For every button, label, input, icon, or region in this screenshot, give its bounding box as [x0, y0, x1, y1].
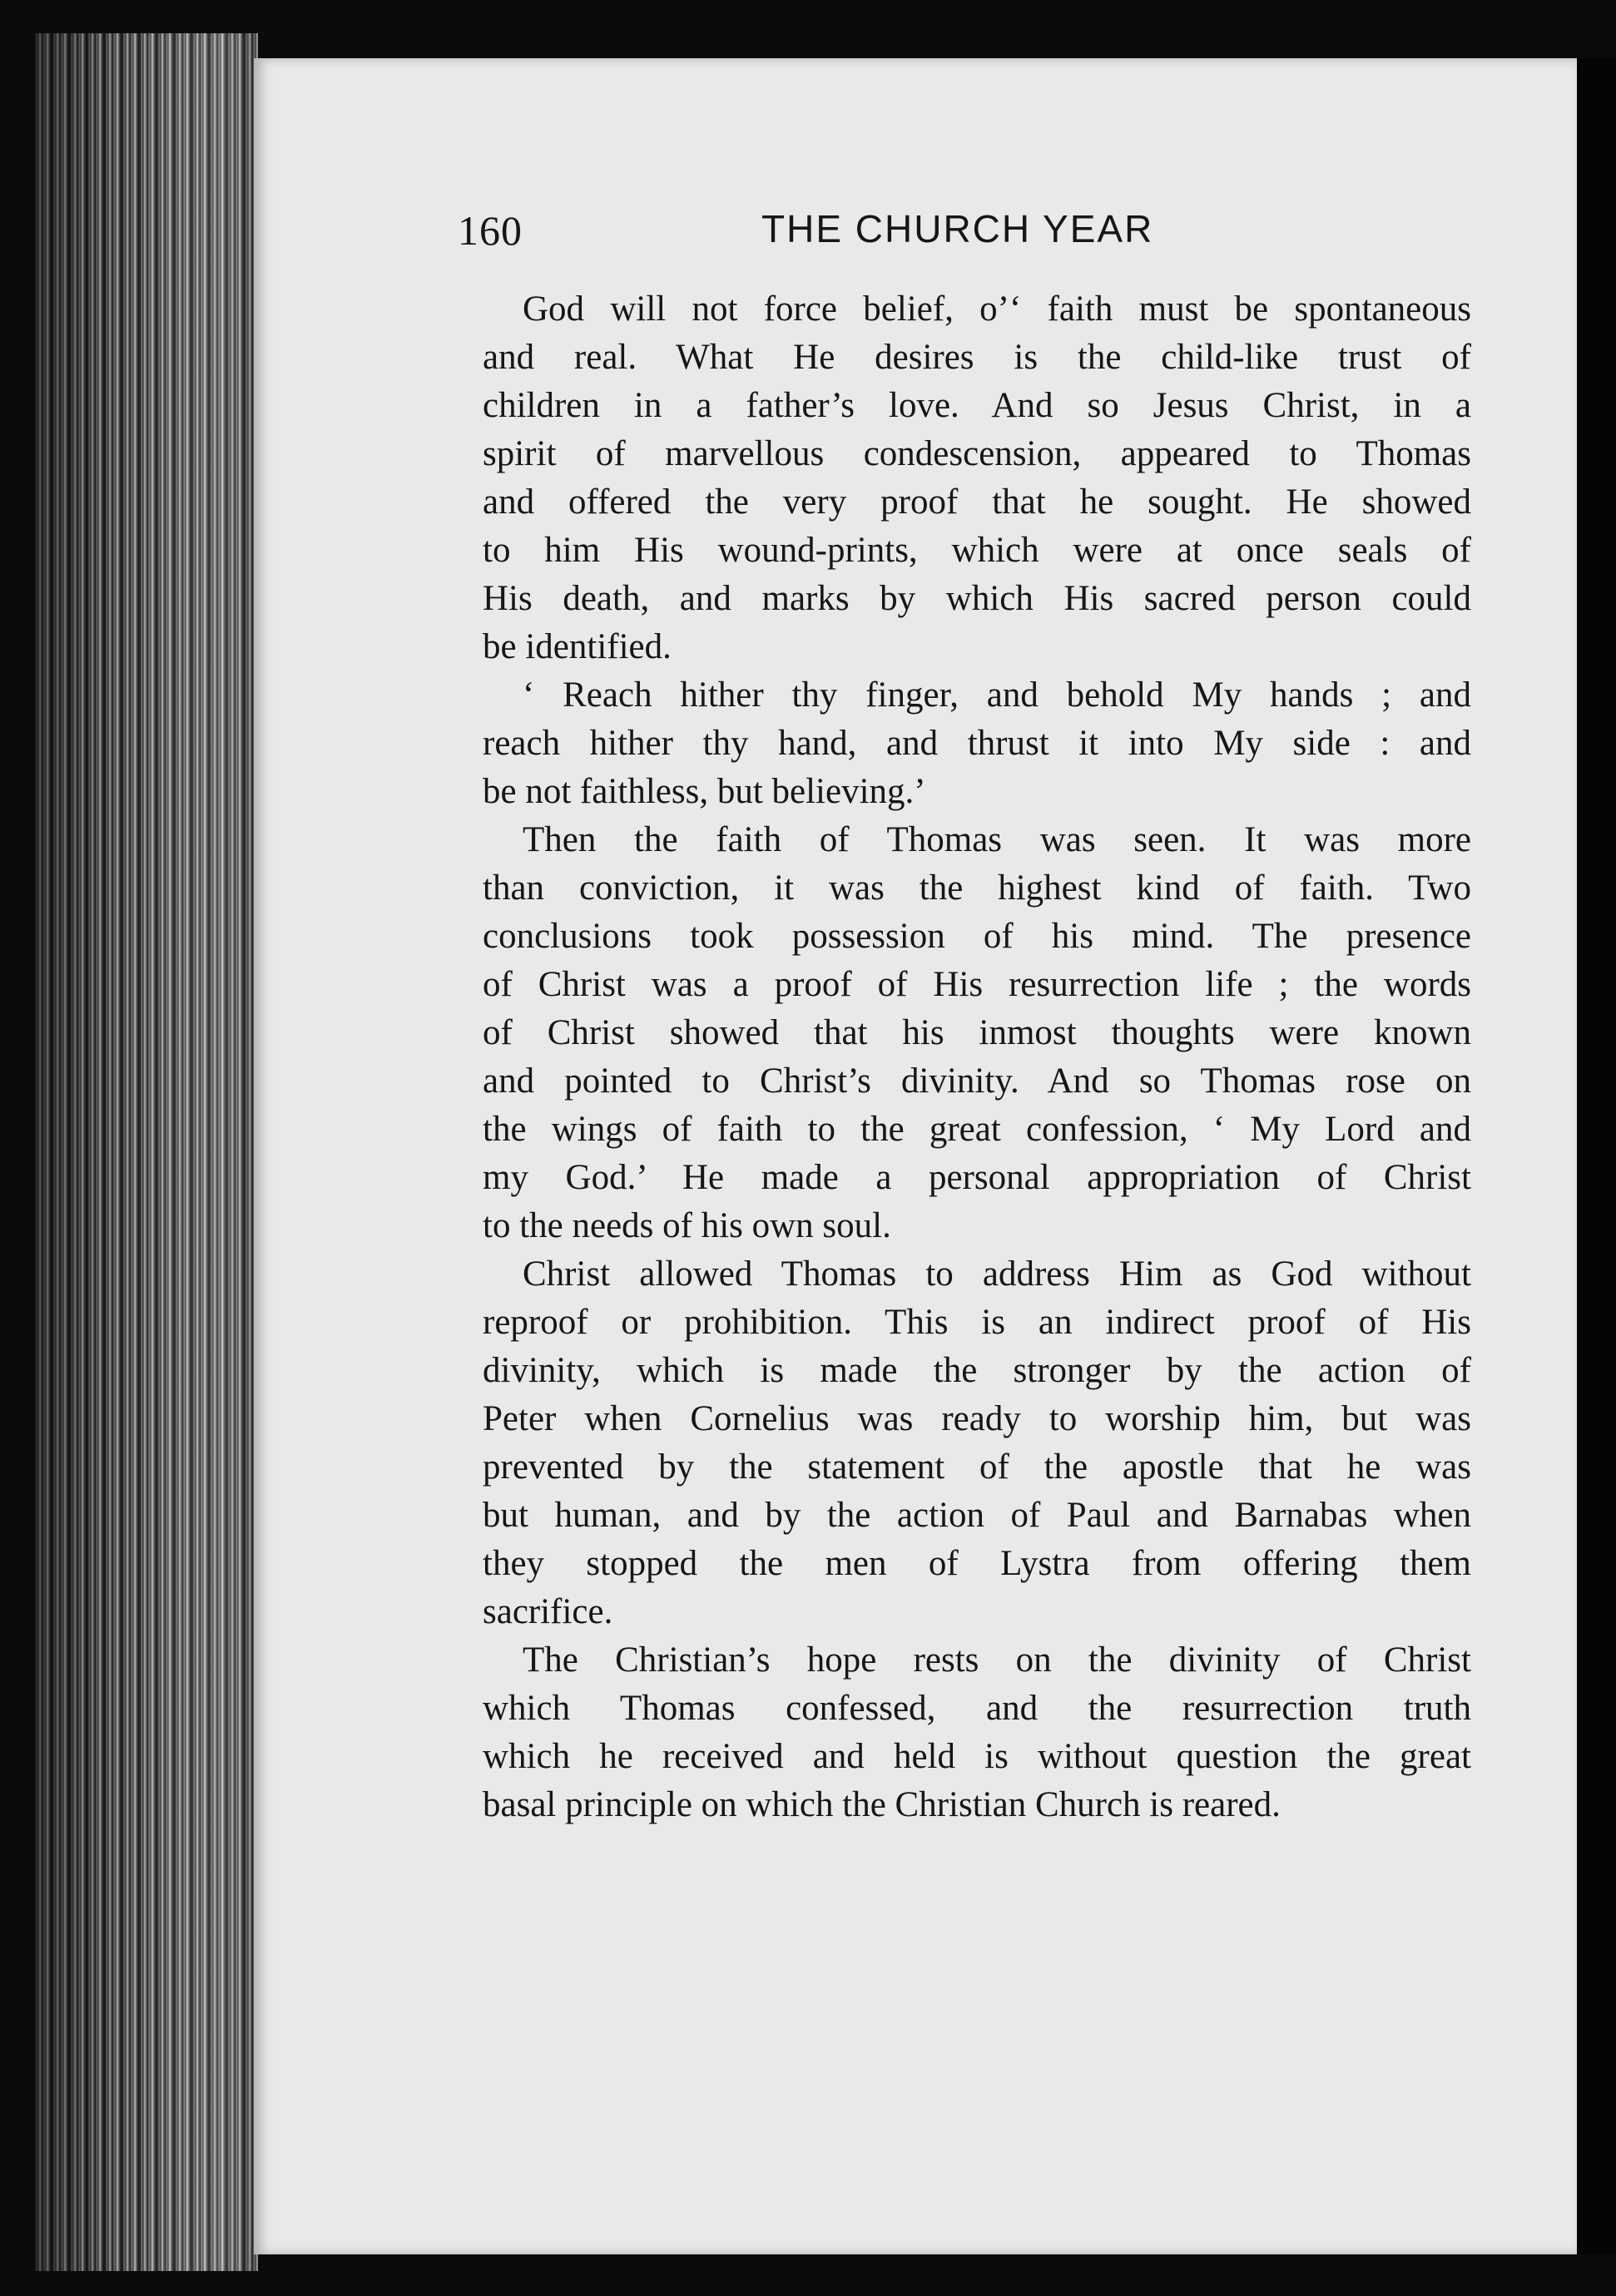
- paragraph: [483, 816, 1471, 1250]
- paragraph: [483, 285, 1471, 671]
- text-line: and real. What He desires is the child-like trust of: [483, 338, 1471, 377]
- book-page-edges: [33, 33, 258, 2271]
- running-header: [458, 206, 1469, 265]
- text-line: to him His wound-prints, which were at once seals of: [483, 531, 1471, 570]
- text-line: children in a father’s love. And so Jesus Christ, in a: [483, 386, 1471, 425]
- text-line: of Christ showed that his inmost thoughts were known: [483, 1013, 1471, 1052]
- paragraph: [483, 1250, 1471, 1636]
- text-line: His death, and marks by which His sacred person could: [483, 579, 1471, 618]
- text-line: divinity, which is made the stronger by the action of: [483, 1351, 1471, 1390]
- text-line: of Christ was a proof of His resurrection life ; the words: [483, 965, 1471, 1004]
- text-line: the wings of faith to the great confession, ‘ My Lord and: [483, 1110, 1471, 1149]
- text-line: reproof or prohibition. This is an indirect proof of His: [483, 1303, 1471, 1342]
- text-line: be not faithless, but believing.’: [483, 772, 926, 811]
- text-line: they stopped the men of Lystra from offering them: [483, 1544, 1471, 1583]
- text-line: The Christian’s hope rests on the divinity of Christ: [523, 1640, 1471, 1680]
- text-line: Peter when Cornelius was ready to worship him, but was: [483, 1399, 1471, 1438]
- running-title: THE CHURCH YEAR: [761, 207, 1154, 250]
- text-line: God will not force belief, o’ʻ faith must be spontaneous: [523, 289, 1471, 329]
- text-line: and pointed to Christ’s divinity. And so Thomas rose on: [483, 1061, 1471, 1101]
- text-line: reach hither thy hand, and thrust it into My side : and: [483, 724, 1471, 763]
- text-line: Christ allowed Thomas to address Him as God without: [523, 1254, 1471, 1294]
- text-line: my God.’ He made a personal appropriation of Christ: [483, 1158, 1471, 1197]
- text-line: and offered the very proof that he sought. He showed: [483, 482, 1471, 522]
- paragraph: [483, 1636, 1471, 1829]
- text-line: but human, and by the action of Paul and Barnabas when: [483, 1496, 1471, 1535]
- text-line: conclusions took possession of his mind. The presence: [483, 917, 1471, 956]
- text-line: basal principle on which the Christian Church is reared.: [483, 1785, 1281, 1824]
- paragraph: [483, 671, 1471, 816]
- text-line: than conviction, it was the highest kind of faith. Two: [483, 868, 1471, 908]
- text-line: ‘ Reach hither thy finger, and behold My hands ; and: [523, 675, 1471, 715]
- text-line: prevented by the statement of the apostle that he was: [483, 1447, 1471, 1487]
- right-margin-shadow: [1577, 58, 1616, 2254]
- page-number: 160: [458, 207, 523, 254]
- text-line: spirit of marvellous condescension, appeared to Thomas: [483, 434, 1471, 473]
- text-line: Then the faith of Thomas was seen. It was more: [523, 820, 1471, 859]
- text-line: to the needs of his own soul.: [483, 1206, 891, 1245]
- body-text: [483, 285, 1471, 1829]
- text-line: which Thomas confessed, and the resurrection truth: [483, 1689, 1471, 1728]
- text-line: which he received and held is without question the great: [483, 1737, 1471, 1776]
- text-line: be identified.: [483, 627, 672, 666]
- text-line: sacrifice.: [483, 1592, 613, 1631]
